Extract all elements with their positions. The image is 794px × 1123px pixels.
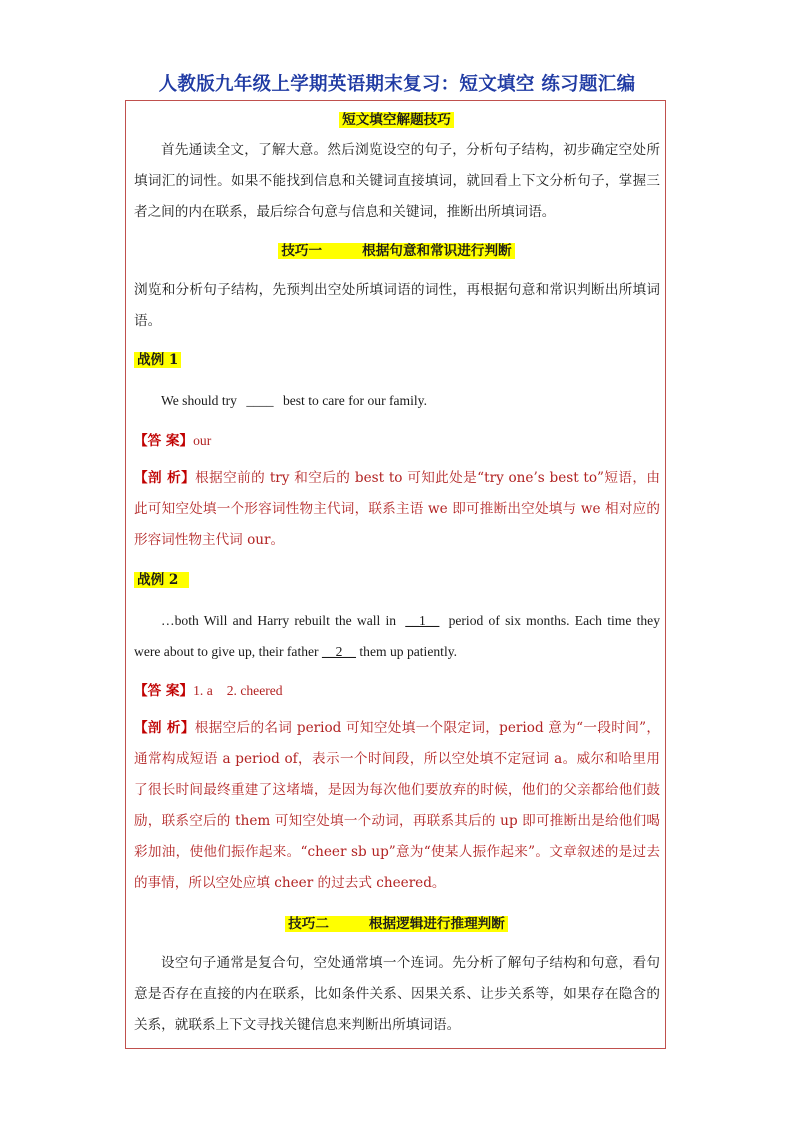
example1-answer bbox=[134, 425, 211, 457]
example2-label-row bbox=[134, 565, 189, 596]
example2-label: 战例 2 bbox=[134, 572, 181, 588]
document-title: 人教版九年级上学期英语期末复习：短文填空 练习题汇编 bbox=[158, 74, 636, 95]
example2-passage bbox=[134, 605, 660, 667]
example1-analysis-text: 根据空前的 try 和空后的 best to 可知此处是“try one’s best to”短语，由此可知空处填一个形容词性物主代词，联系主语 we 即可推断出空处填与 we 相对应的形容词性物主代词 our。 bbox=[134, 470, 660, 548]
analysis-label: 【剖 析】 bbox=[134, 720, 195, 736]
example1-label-row bbox=[134, 345, 181, 376]
example2-answer bbox=[134, 675, 283, 707]
example2-blank-2: __2__ bbox=[321, 644, 356, 659]
example1-answer-value: our bbox=[193, 433, 212, 448]
example2-blank-1: __1__ bbox=[405, 613, 440, 628]
example2-analysis-text: 根据空后的名词 period 可知空处填一个限定词，period 意为“一段时间”，通常构成短语 a period of，表示一个时间段，所以空处填不定冠词 a。威尔和哈里用了很长时间最终重建了这堵墙，是因为每次他们要放弃的时候，他们的父亲都给他们鼓励，联系空后的 them 可知空处填一个动词，再联系其后的 up 即可推断出是给他们喝彩加油，使他们振作起来。“cheer sb up”意为“使某人振作起来”。文章叙述的是过去的事情，所以空处应填 cheer 的过去式 cheered。 bbox=[134, 720, 660, 891]
example2-answer-2: 2. cheered bbox=[226, 683, 283, 698]
tip2-heading bbox=[126, 909, 667, 940]
example2-answer-1: 1. a bbox=[193, 683, 213, 698]
answer-label: 【答 案】 bbox=[134, 683, 194, 699]
tip1-heading bbox=[126, 236, 667, 267]
tip2-title: 根据逻辑进行推理判断 bbox=[368, 916, 505, 932]
analysis-label: 【剖 析】 bbox=[134, 470, 196, 486]
answer-label: 【答 案】 bbox=[134, 433, 194, 449]
tip1-title: 根据句意和常识进行判断 bbox=[362, 243, 512, 259]
example2-text-c: them up patiently. bbox=[359, 644, 458, 659]
tip2-text: 设空句子通常是复合句，空处通常填一个连词。先分析了解句子结构和句意，看句意是否存在直接的内在联系，比如条件关系、因果关系、让步关系等，如果存在隐含的关系，就联系上下文寻找关键信息来判断出所填词语。 bbox=[134, 955, 660, 1033]
example1-sentence-end: best to care for our family. bbox=[282, 393, 427, 408]
tip1-text: 浏览和分析句子结构，先预判出空处所填词语的词性，再根据句意和常识判断出所填词语。 bbox=[134, 282, 660, 329]
example2-text-a: …both Will and Harry rebuilt the wall in bbox=[161, 613, 397, 628]
tip2-label: 技巧二 bbox=[288, 916, 329, 932]
example1-sentence-start: We should try bbox=[161, 393, 237, 408]
section-heading-row bbox=[126, 105, 667, 136]
example1-analysis bbox=[134, 463, 660, 556]
example1-blank: ____ bbox=[246, 393, 274, 408]
example1-sentence bbox=[161, 385, 427, 416]
tip1-label: 技巧一 bbox=[281, 243, 323, 259]
example2-text-b: period of six months. Each time they were about to give up, their father bbox=[134, 613, 660, 659]
section-heading: 短文填空解题技巧 bbox=[339, 112, 454, 128]
example2-analysis bbox=[134, 713, 660, 899]
example1-label: 战例 1 bbox=[134, 352, 181, 368]
tip1-heading-box bbox=[278, 243, 514, 259]
intro-paragraph: 首先通读全文，了解大意。然后浏览设空的句子，分析句子结构，初步确定空处所填词汇的词性。如果不能找到信息和关键词直接填词，就回看上下文分析句子，掌握三者之间的内在联系，最后综合句意与信息和关键词，推断出所填词语。 bbox=[134, 142, 660, 220]
content-frame bbox=[125, 100, 666, 1049]
tip2-heading-box bbox=[285, 916, 508, 932]
